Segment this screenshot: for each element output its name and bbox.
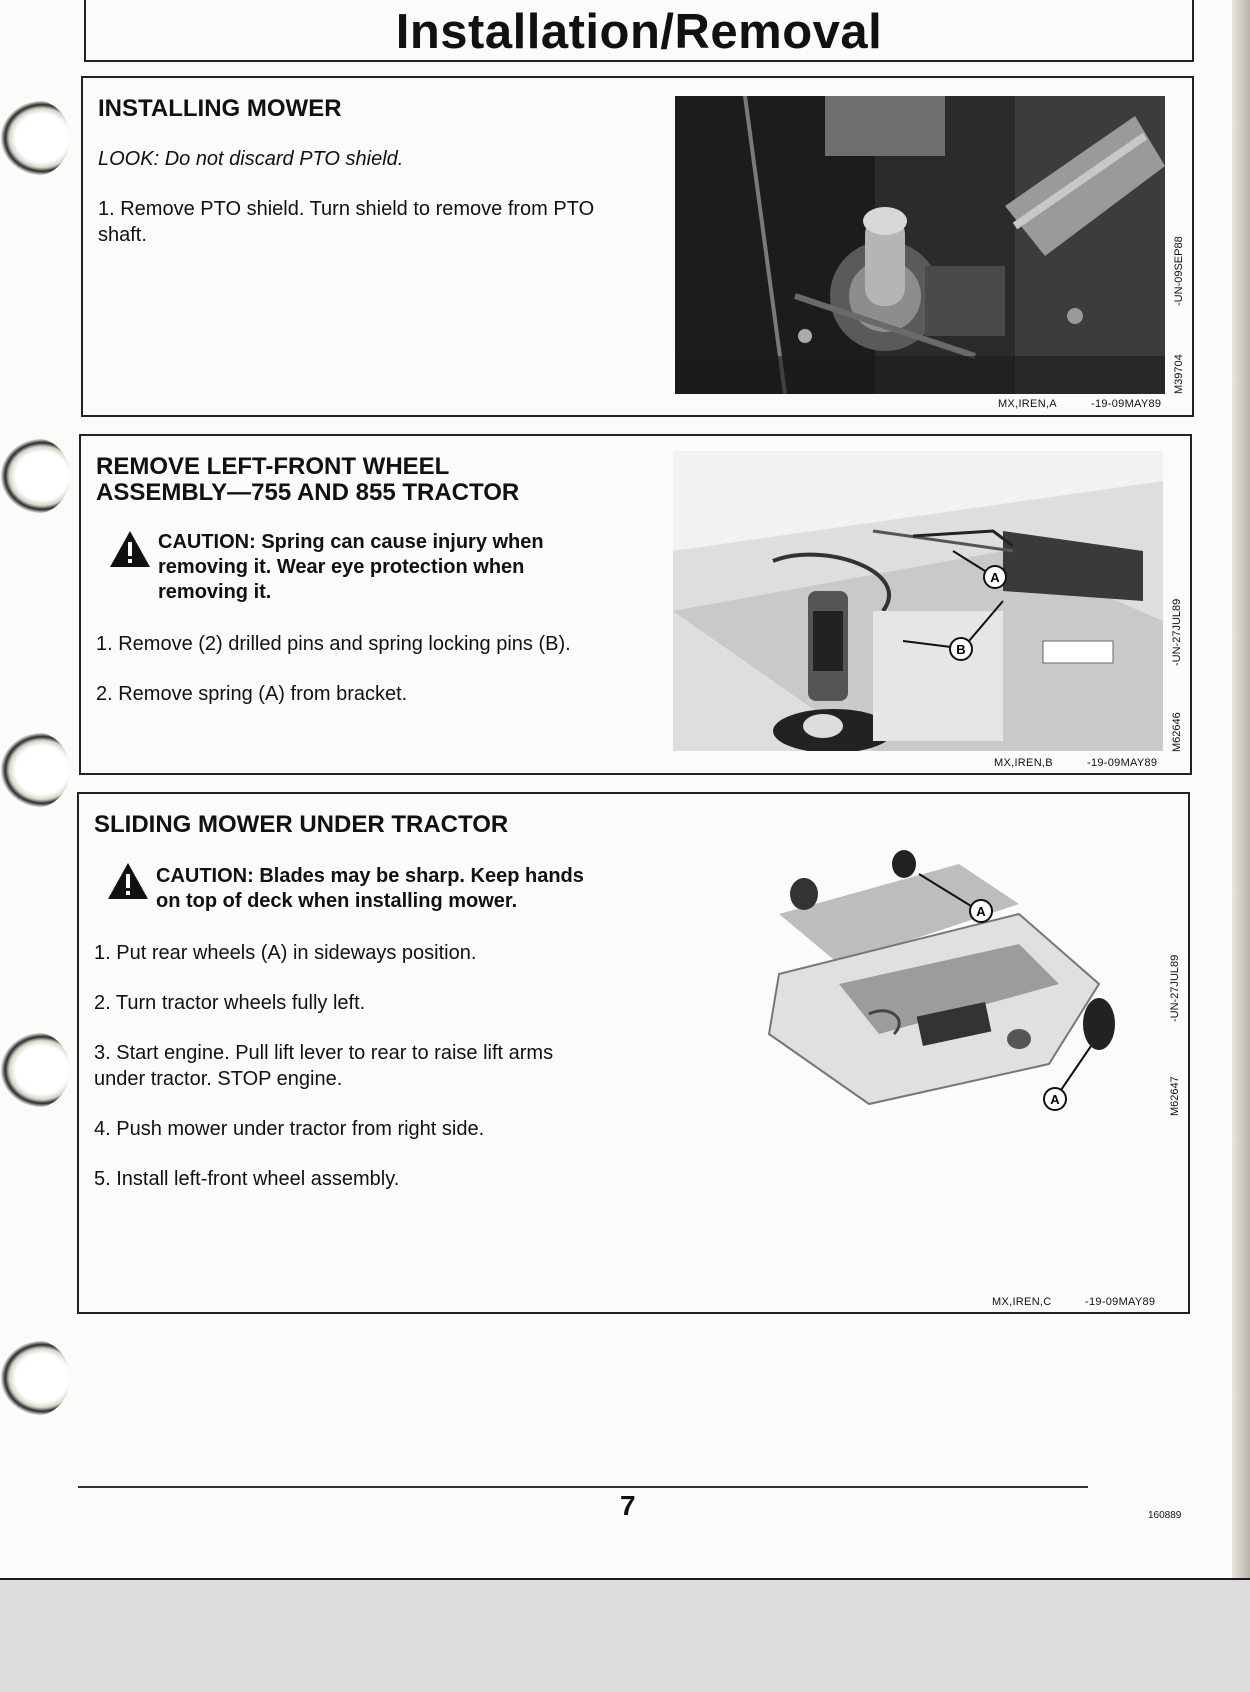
page-edge [1232,0,1250,1580]
callout-a-top: A [976,904,986,919]
step-3-cont: under tractor. STOP engine. [94,1068,343,1090]
callout-a-bottom: A [1050,1092,1060,1107]
ref-date: -19-09MAY89 [1091,398,1162,410]
step-2: 2. Remove spring (A) from bracket. [96,683,408,705]
ref-code: MX,IREN,C [992,1296,1052,1308]
section-installing-mower [81,76,1194,417]
caution-line-2: removing it. Wear eye protection when [158,556,525,578]
section-sliding-mower [77,792,1190,1314]
photo-pto-shield [675,96,1165,394]
step-1: 1. Remove PTO shield. Turn shield to remove from PTO shaft. [98,198,595,246]
caution-line-3: removing it. [158,581,272,603]
step-4: 4. Push mower under tractor from right side. [94,1118,485,1140]
photo-date-code: -UN-27JUL89 [1171,598,1183,666]
binder-hole [0,100,70,176]
page-title: Installation/Removal [395,5,883,59]
ref-code: MX,IREN,A [998,398,1057,410]
header-box [84,0,1194,62]
binder-hole [0,1340,70,1416]
caution-line-1: CAUTION: Blades may be sharp. Keep hands [156,865,584,887]
section-title-line-2: ASSEMBLY—755 AND 855 TRACTOR [96,479,520,506]
section-remove-wheel [79,434,1192,775]
photo-date-code: -UN-09SEP88 [1173,236,1185,306]
caution-line-1: CAUTION: Spring can cause injury when [158,531,544,553]
photo-date-code: -UN-27JUL89 [1169,954,1181,1022]
binder-hole [0,438,70,514]
section-title: SLIDING MOWER UNDER TRACTOR [94,811,509,838]
binder-hole [0,732,70,808]
callout-a: A [990,570,1000,585]
photo-id: M62646 [1171,712,1183,752]
ref-code: MX,IREN,B [994,757,1053,769]
ref-date: -19-09MAY89 [1085,1296,1156,1308]
callout-b: B [956,642,966,657]
step-5: 5. Install left-front wheel assembly. [94,1168,400,1190]
photo-id: M39704 [1173,354,1185,394]
section-title-line-1: REMOVE LEFT-FRONT WHEEL [96,453,450,480]
photo-wheel-assembly [673,451,1163,751]
warning-icon [109,530,151,568]
photo-mower-deck [719,834,1159,1124]
footer-rule [78,1486,1088,1488]
section-title: INSTALLING MOWER [98,95,342,122]
look-note: LOOK: Do not discard PTO shield. [98,148,404,170]
ref-date: -19-09MAY89 [1087,757,1158,769]
binder-hole [0,1032,70,1108]
print-code: 160889 [1148,1510,1182,1521]
step-2: 2. Turn tractor wheels fully left. [94,992,366,1014]
photo-id: M62647 [1169,1076,1181,1116]
step-3: 3. Start engine. Pull lift lever to rear to raise lift arms [94,1042,554,1064]
caution-line-2: on top of deck when installing mower. [156,890,518,912]
page-number: 7 [620,1490,636,1521]
warning-icon [107,862,149,900]
step-1: 1. Put rear wheels (A) in sideways position. [94,942,477,964]
step-1: 1. Remove (2) drilled pins and spring locking pins (B). [96,633,571,655]
scanner-background [0,1580,1250,1692]
